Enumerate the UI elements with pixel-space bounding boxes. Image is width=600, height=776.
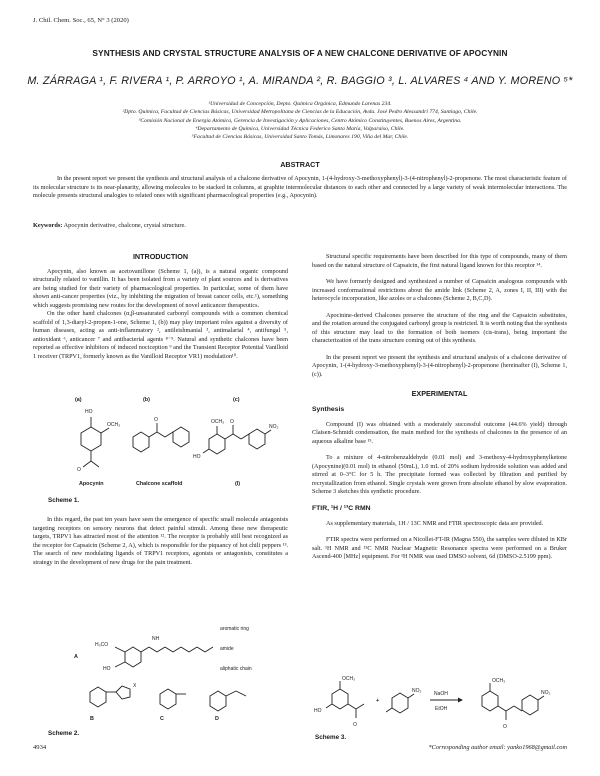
keywords-label: Keywords: [33,222,63,229]
corresponding-author: *Corresponding author email: yanko1968@gmail.com [428,744,567,751]
right-paragraph-3: Apocinine-derived Chalcones preserve the structure of the ring and the Capsaicin substitutes, and the rotation around the conjugated carbonyl group is restricted. It is worth noting that the synthesis of this structure may lead to the formation of both isomers (cis-trans), being important the characterization of the trans structure coming out of this synthesis. [312,311,567,345]
compound-i-structure [193,419,279,460]
intro-paragraph-3: In this regard, the past ten years have seen the emergence of specific small molecule antagonists targeting receptors on sensory neurons that detect painful stimuli. Among these new therapeutic targets, TRPV1 has attracted most of the attention ¹². The receptor is probably still best recognized as the receptor for Capsaicin (Scheme 2, A), which is responsible for the piquancy of hot chili peppers ¹³. The search of new modulating ligands of TRPV1 receptors, agonists or antagonists, constitutes a strategy in the development of new drugs for the pain treatment. [33,516,288,566]
scheme2-amide: amide [220,646,234,652]
scheme2-aromatic: aromatic ring [220,626,249,632]
right-paragraph-4: In the present report we present the synthesis and structural analysis of a chalcone derivative of Apocynin, 1-(4-hydroxy-3-methoxyphenyl)-3-(4-nitrophenyl)-2-propenone (hereinafter (I), Scheme 1, (c)). [312,353,567,379]
chalcone-scaffold-name: Chalcone scaffold [136,481,183,487]
scheme2-aliphatic: aliphatic chain [220,666,252,672]
scheme3-o: O [353,722,357,728]
scheme-1-figure [33,395,288,485]
affiliation-3: ³Comisión Nacional de Energía Atómica, Gerencia de Investigación y Aplicaciones, Centro Atómico Constituyentes, Buenos Aires, Argentina. [138,117,462,124]
analog-structures [90,686,246,711]
chalcone-o: O [154,417,158,423]
scheme-2-figure [60,600,285,722]
scheme2-h3co: H₃CO [95,642,109,648]
apocynin-o: O [77,467,81,473]
reaction-arrowhead [458,698,463,703]
ftir-paragraph-2: FTIR spectra were performed on a Nicollet-FT-IR (Magna 550), the samples were diluted in KBr salt. ¹H NMR and ¹³C NMR Nuclear Magnetic Resonance spectra were performed on a Bruker Ascend-400 [MHz] equipment. For ¹H NMR was used DMSO solvent, 6d (DMSO-2.5199 ppm). [312,536,567,561]
paper-title: SYNTHESIS AND CRYSTAL STRUCTURE ANALYSIS OF A NEW CHALCONE DERIVATIVE OF APOCYNIN [92,48,508,58]
scheme-1-caption: Scheme 1. [48,497,80,504]
apocynin-name: Apocynin [79,481,104,487]
scheme3-ho: HO [314,708,322,714]
compound-i-och3: OCH₃ [211,419,225,425]
right-column [312,253,567,562]
right-paragraph-2: We have formerly designed and synthesized a number of Capsaicin analogous compounds with increased conformational restrictions about the amide link (Scheme 2, A, zones I, II, III) with the heterocycle incorporation, like azoles or a chalcones (Scheme 2, B,C,D). [312,278,567,303]
scheme2-label-d: D [215,716,219,722]
abstract-text: In the present report we present the synthesis and structural analysis of a chalcone derivative of Apocynin, 1-(4-hydroxy-3-methoxyphenyl)-3-(4-nitrophenyl)-2-propenone. The most characteristic feature of its molecular structure is its near-planarity, allowing molecules to be stacked in columns, at graphite intermolecular distances to each other and connected by a large variety of weak intermolecular interactions. The molecule presents structural analogies to related ones with significant pharmacological properties (e.g., Apocynin). [33,175,567,200]
reagent-naoh: NaOH [434,691,448,697]
synthesis-heading: Synthesis [312,406,345,414]
product-compound-i [482,683,544,720]
keywords-line [33,222,186,229]
apocynin-och3: OCH₃ [107,422,121,428]
intro-paragraph-1: Apocynin, also known as acetovanillone (Scheme 1, (a)), is a natural organic compound structurally related to vanillin. It has been isolated from a variety of plant sources and is derivatives are being studied for their variety of pharmacological properties. In particular, some of them have shown anti-cancer properties (viz., by inhibiting the migration of breast cancer cells, etc.¹), something which suggests promising new routes for the development of novel anticancer therapeutics. [33,267,288,309]
compound-i-o: O [230,419,234,425]
page-number: 4934 [33,744,47,751]
synthesis-paragraph-2: To a mixture of 4-nitrobenzaldehyde (0.01 mol) and 3-methoxy-4-hydroxyphenylketone (Apocynine)(0.01 mol) in ethanol (50mL), 1.0 mL of 20% sodium hydroxide solution was added and stirred at 0–3°C for 5 h. The precipitate formed was collected by filtration and purified by recrystallization from ethanol. Single crystals were grown from absolute ethanol by slow evaporation. Scheme 3 sketches this synthetic procedure. [312,454,567,496]
scheme-3-figure [312,670,567,730]
apocynin-structure [77,409,120,473]
affiliations [20,100,580,141]
keywords-text: Apocynin derivative, chalcone, crystal structure. [63,222,186,229]
scheme1-label-b: (b) [143,397,150,403]
scheme1-label-a: (a) [75,397,82,403]
compound-i-name: (I) [235,481,241,487]
intro-paragraph-2: On the other hand chalcones (α,β-unsaturated carbonyl compounds with a common chemical scaffold of 1,3-diaryl-2-propen-1-one, Scheme 1, (b)) may play important roles against a diversity of human diseases, acting as anti-inflammatory ², antileishmanial ³, antimalarial ⁴, antifungal ⁵, antioxidant ⁶, anticancer ⁷ and antibacterial agents ⁸⁻⁹. Natural and synthetic chalcones have been reported as effective inhibitors of induced nociception ⁹ and the Transient Receptor Potential Vanilloid 1 receiver (TRPV1, formerly known as the Vanilloid Receptor VR1) modulation¹⁰. [33,310,288,361]
affiliation-4: ⁴Departamento de Química, Universidad Técnica Federico Santa María, Valparaíso, Chile. [195,125,405,132]
scheme2-x: X [133,683,137,689]
reagent-etoh: EtOH [435,706,448,712]
scheme3-no2-reactant: NO₂ [412,688,422,694]
abstract-heading: ABSTRACT [280,160,320,169]
left-column-top [33,253,288,362]
right-paragraph-1: Structural specific requirements have been described for this type of compounds, many of them based on the natural structure of Capsaicin, the first natural ligand known for this receptor ¹⁴. [312,253,567,269]
synthesis-paragraph-1: Compound (I) was obtained with a moderately successful outcome (44.6% yield) through Claisen-Schmidt condensation, the main method for the synthesis of chalcones in the presence of an aqueous alkaline base ¹⁵. [312,420,567,445]
apocynin-ho: HO [85,409,93,415]
scheme2-nh: NH [152,636,160,642]
scheme1-label-c: (c) [233,397,240,403]
author-list: M. ZÁRRAGA ¹, F. RIVERA ¹, P. ARROYO ¹, A. MIRANDA ², R. BAGGIO ³, L. ALVARES ⁴ AND Y. MORENO ⁵* [27,75,573,87]
ftir-heading: FTIR, ¹H / ¹³C RMN [312,505,371,513]
affiliation-5: ⁵Facultad de Ciencias Básicas, Universidad Santo Tomás, Limonares 190, Viña del Mar, Chile. [191,134,409,141]
scheme2-label-a: A [74,654,78,660]
chalcone-scaffold-structure [133,417,189,452]
reactant-nitrobenzaldehyde [386,693,414,713]
affiliation-1: ¹Universidad de Concepción, Depto. Química Orgánica, Edmundo Larenas 234. [208,101,392,107]
scheme2-ho: HO [103,666,111,672]
experimental-heading: EXPERIMENTAL [411,388,468,398]
scheme3-och3: OCH₃ [342,676,356,682]
scheme3-product-o: O [503,724,507,730]
affiliation-2: ²Dpto. Química, Facultad de Ciencias Básicas, Universidad Metropolitana de Ciencias de la Educación, Avda. José Pedro Alessandri 774, Santiago, Chile. [122,109,478,116]
compound-i-ho: HO [193,454,201,460]
scheme2-label-c: C [160,716,164,722]
capsaicin-structure [115,647,213,667]
introduction-heading: INTRODUCTION [132,252,189,261]
scheme-2-caption: Scheme 2. [48,730,80,737]
scheme3-no2-product: NO₂ [541,690,551,696]
reactant-apocynin [326,681,364,718]
scheme2-label-b: B [90,716,94,722]
ftir-paragraph-1: As supplementary materials, 1H / 13C NMR and FTIR spectroscopic data are provided. [326,519,544,527]
scheme3-product-och3: OCH₃ [492,678,506,684]
journal-header: J. Chil. Chem. Soc., 65, N° 3 (2020) [33,17,129,24]
left-column-bottom [33,516,288,567]
scheme-3-caption: Scheme 3. [315,734,347,741]
scheme3-plus: + [376,698,380,704]
compound-i-no2: NO₂ [269,424,279,430]
